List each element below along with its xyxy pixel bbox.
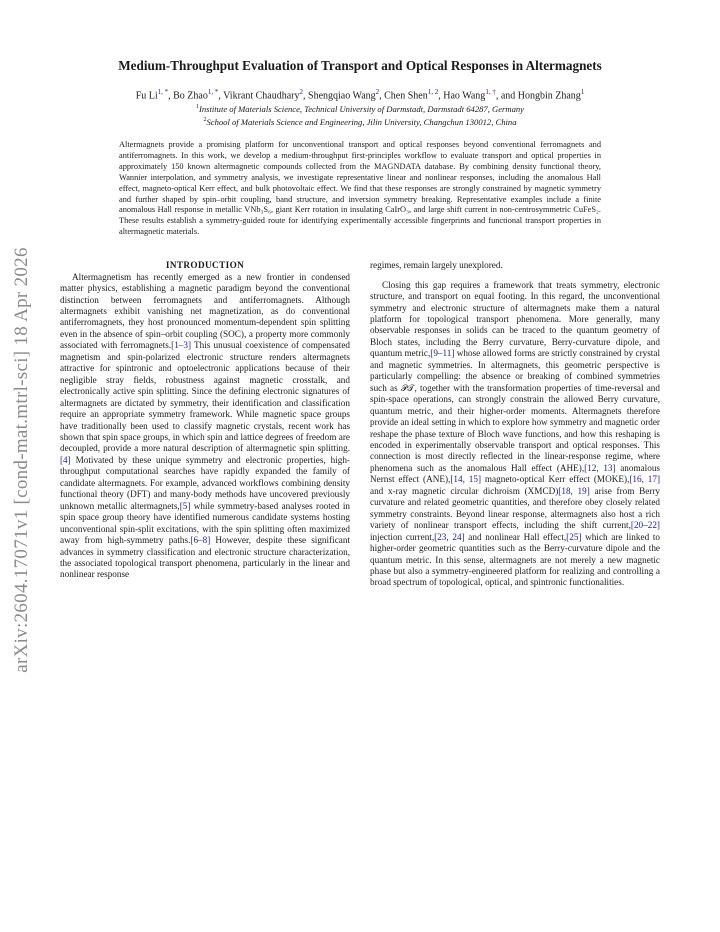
paper-page (60, 58, 660, 589)
citation-link[interactable]: [1–3] (171, 340, 192, 351)
author-name: Bo Zhao (170, 90, 208, 102)
right-column-text (370, 280, 660, 589)
section-heading: INTRODUCTION (165, 260, 245, 271)
left-column-text (60, 272, 350, 581)
author-affiliation-mark[interactable]: 1 (580, 88, 585, 96)
citation-link[interactable]: [14, 15] (450, 474, 482, 485)
affiliation-number: 1 (195, 104, 199, 111)
arxiv-sidebar-stamp (0, 230, 44, 690)
body-columns (60, 260, 660, 589)
citation-link[interactable]: [18, 19] (558, 485, 590, 496)
left-column (60, 260, 350, 589)
author-name: and Hongbin Zhang (498, 90, 581, 102)
body-paragraph: Altermagnetism has recently emerged as a new frontier in condensed matter physics, establishing a magnetic paradigm beyond the conventional distinction between ferromagnets and antiferromagnets. Although altermagnets exhibit vanishing net magnetization, as do conventional antiferromagnets, they host pronounced momentum-dependent spin splitting even in the absence of spin–orbit coupling (SOC), a property more commonly associated with ferromagnets.[1–3] This unusual coexistence of compensated magnetism and spin-polarized electronic structure renders altermagnets attractive for spintronic and optoelectronic applications because of their negligible stray fields, robustness against magnetic crosstalk, and electronically active spin splitting. Since the defining electronic signatures of altermagnets are dictated by symmetry, their identification and classification require an appropriate symmetry framework. While magnetic space groups have traditionally been used to classify magnetic crystals, recent work has shown that spin space groups, in which spin and lattice degrees of freedom are decoupled, provide a more natural description of altermagnetic spin splitting.[4] Motivated by these unique symmetry and electronic properties, high-throughput computational searches have rapidly expanded the family of candidate altermagnets. For example, advanced workflows combining density functional theory (DFT) and many-body methods have uncovered previously unknown metallic altermagnets,[5] while symmetry-based analyses rooted in spin space group theory have identified numerous candidate systems hosting unconventional spin-split excitations, with the spin splitting often maximized away from high-symmetry paths.[6–8] However, despite these significant advances in symmetry classification and electronic structure characterization, the associated topological transport phenomena, particularly in the linear and nonlinear response (60, 271, 351, 580)
citation-link[interactable]: [20–22] (630, 520, 660, 531)
author-affiliation-mark[interactable]: 1, * (207, 88, 219, 96)
author-name: Vikrant Chaudhary (220, 90, 300, 102)
citation-link[interactable]: [23, 24] (434, 531, 465, 542)
affiliation-line (60, 115, 660, 128)
affiliation-text: Institute of Materials Science, Technical University of Darmstadt, Darmstadt 64287, Germany (198, 104, 524, 115)
author-name: Chen Shen (381, 90, 428, 102)
arxiv-id: arXiv:2604.17071v1 [cond-mat.mtrl-sci] 18 Apr 2026 (11, 247, 32, 673)
right-column (370, 260, 660, 589)
author-list: Fu Li$^{1, *}$, Bo Zhao$^{1, *}$, Vikrant Chaudhary$^2$, Shengqiao Wang$^2$, Chen Shen$^{1, 2}$, Hao Wang$^{1, \dagger}$, and Hongbin Zhang$^1$ (135, 88, 585, 102)
affiliation-text: School of Materials Science and Engineering, Jilin University, Changchun 130012, China (206, 117, 517, 128)
affiliation-line (60, 102, 660, 115)
author-affiliation-mark[interactable]: 1, * (157, 88, 169, 96)
citation-link[interactable]: [9–11] (430, 348, 455, 359)
citation-link[interactable]: [12, 13] (584, 462, 616, 473)
citation-link[interactable]: [5] (179, 500, 191, 511)
author-name: Hao Wang (440, 90, 486, 102)
citation-link[interactable]: [16, 17] (629, 474, 661, 485)
paper-title: Medium-Throughput Evaluation of Transport and Optical Responses in Altermagnets (118, 58, 602, 73)
citation-link[interactable]: [6–8] (190, 535, 211, 546)
citation-link[interactable]: [25] (566, 531, 582, 542)
author-affiliation-mark[interactable]: 2 (299, 88, 304, 96)
right-column-continuation: regimes, remain largely unexplored. (370, 260, 503, 271)
author-affiliation-mark[interactable]: 1, † (485, 88, 496, 96)
body-paragraph: Closing this gap requires a framework that treats symmetry, electronic structure, and transport on equal footing. In this regard, the unconventional symmetry and electronic structure of altermagnets make them a natural platform for topological transport phenomena. More generally, many observable responses in solids can be traced to the quantum geometry of Bloch states, including the Berry curvature, Berry-curvature dipole, and quantum metric,[9–11] whose allowed forms are strictly constrained by crystal and magnetic symmetries. In altermagnets, this geometric perspective is particularly compelling: the absence or breaking of combined symmetries such as 𝒫𝒯, together with the transformation properties of time-reversal and spin-space operations, can strongly constrain the allowed Berry curvature, quantum metric, and their higher-order moments. Altermagnets therefore provide an ideal setting in which to explore how symmetry and magnetic order reshape the phase texture of Bloch wave functions, and how this reshaping is encoded in experimentally observable transport and optical responses. This connection is most directly reflected in the linear-response regime, where phenomena such as the anomalous Hall effect (AHE),[12, 13] anomalous Nernst effect (ANE),[14, 15] magneto-optical Kerr effect (MOKE),[16, 17] and x-ray magnetic circular dichroism (XMCD)[18, 19] arise from Berry curvature and related geometric quantities, and therefore obey closely related symmetry constraints. Beyond linear response, altermagnets also host a rich variety of nonlinear transport effects, including the shift current,[20–22] injection current,[23, 24] and nonlinear Hall effect,[25] which are linked to higher-order geometric quantities such as the Berry-curvature dipole and the quantum metric. In this sense, altermagnets are not merely a new magnetic phase but also a symmetry-engineered platform for realizing and controlling a broad spectrum of topological, optical, and spintronic functionalities. (370, 279, 661, 588)
author-affiliation-mark[interactable]: 2 (375, 88, 380, 96)
author-name: Shengqiao Wang (305, 90, 376, 102)
author-affiliation-mark[interactable]: 1, 2 (427, 88, 439, 96)
affiliation-list (60, 102, 660, 128)
citation-link[interactable]: [4] (60, 454, 71, 465)
author-name: Fu Li (135, 90, 158, 102)
abstract: Altermagnets provide a promising platform for unconventional transport and optical responses beyond conventional ferromagnets and antiferromagnets. In this work, we develop a medium-throughput first-principles workflow to evaluate transport and optical properties in approximately 150 known altermagnetic compounds collected from the MAGNDATA database. By combining density functional theory, Wannier interpolation, and symmetry analysis, we investigate representative linear and nonlinear responses, including the anomalous Hall effect, magneto-optical Kerr effect, and bulk photovoltaic effect. We find that these responses are strongly constrained by magnetic symmetry and further shaped by spin–orbit coupling, band structure, and inversion symmetry breaking. Representative examples include a finite anomalous Hall response in metallic VNb₃S₆, giant Kerr rotation in insulating CaIrO₃, and large shift current in non-centrosymmetric CuFeS₂. These results establish a symmetry-guided route for identifying experimentally accessible fingerprints and functional transport properties in altermagnetic materials. (119, 140, 601, 237)
affiliation-number: 2 (203, 117, 207, 124)
